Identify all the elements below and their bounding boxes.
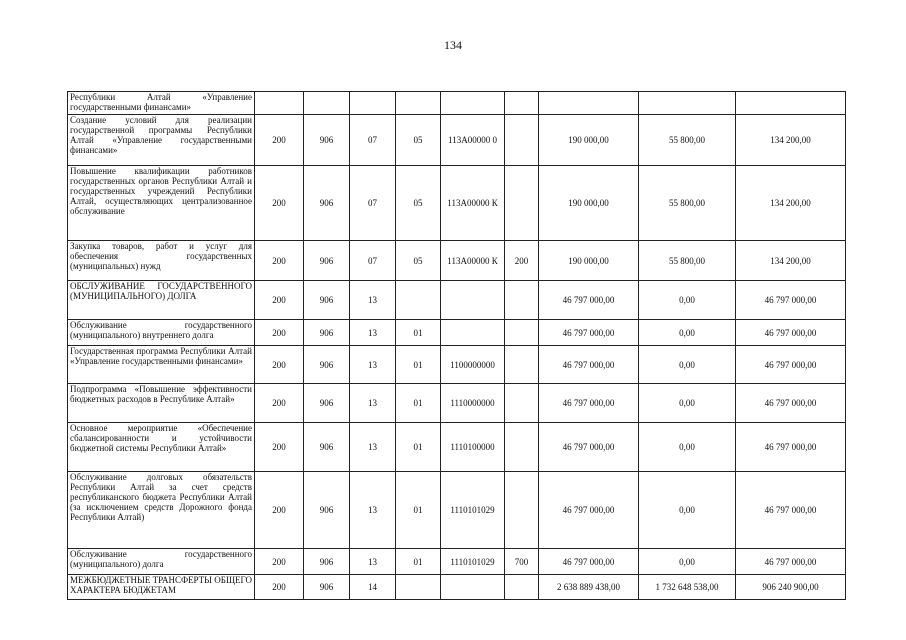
row-subsection-cell [396, 115, 441, 165]
row-type-cell [505, 384, 539, 422]
cell-text: 07 [368, 255, 377, 266]
row-code-b-cell [304, 241, 350, 280]
row-value-3-cell [736, 472, 846, 548]
row-target-cell [441, 346, 505, 383]
table-row [68, 549, 846, 575]
cell-text: 134 200,00 [770, 255, 811, 266]
row-value-3-cell [736, 115, 846, 165]
cell-text: 55 800,00 [669, 135, 705, 145]
table-row [68, 281, 846, 320]
row-section-cell [350, 281, 396, 319]
cell-text: 13 [368, 295, 377, 305]
table-row [68, 241, 846, 281]
row-value-3-cell [736, 549, 846, 574]
cell-text: 906 [319, 255, 334, 266]
table-row [68, 472, 846, 549]
cell-text: Республики Алтай «Управление государственными финансами» [70, 92, 252, 112]
cell-text: 0,00 [679, 442, 695, 452]
cell-text: 906 [319, 442, 334, 452]
row-subsection-cell [396, 320, 441, 345]
cell-text: 906 [319, 295, 334, 305]
cell-text: Основное мероприятие «Обеспечение сбалансированности и устойчивости бюджетной системы Республики Алтай» [70, 423, 252, 453]
cell-text: Повышение квалификации работников государственных органов Республики Алтай и государственных учреждений Республики Алтай, осуществляющих централизованное обслуживание [70, 166, 252, 216]
cell-text: 46 797 000,00 [562, 327, 615, 338]
cell-text: 906 [319, 398, 334, 408]
cell-text: 0,00 [679, 295, 695, 305]
row-section-cell [350, 166, 396, 240]
cell-text: 46 797 000,00 [764, 295, 817, 305]
row-type-cell [505, 92, 539, 114]
row-subsection-cell [396, 241, 441, 280]
cell-text: 01 [413, 327, 423, 338]
row-code-a-cell [255, 575, 304, 599]
row-name-cell [68, 166, 255, 240]
table-row [68, 115, 846, 166]
cell-text: 05 [413, 135, 423, 145]
cell-text: 46 797 000,00 [764, 505, 817, 515]
row-target-cell [441, 472, 505, 548]
row-value-3-cell [736, 92, 846, 114]
row-type-cell [505, 549, 539, 574]
cell-text: 906 [319, 135, 334, 145]
cell-text: 113А00000 К [447, 255, 498, 266]
row-value-3-cell [736, 423, 846, 471]
budget-table [67, 91, 846, 600]
cell-text: 906 [319, 582, 334, 592]
cell-text: 01 [413, 359, 423, 370]
row-code-b-cell [304, 92, 350, 114]
cell-text: Обслуживание государственного (муниципального) внутреннего долга [70, 320, 252, 340]
row-type-cell [505, 346, 539, 383]
cell-text: 13 [368, 442, 377, 452]
row-value-2-cell [639, 423, 736, 471]
row-value-2-cell [639, 472, 736, 548]
row-section-cell [350, 115, 396, 165]
cell-text: 0,00 [679, 505, 695, 515]
cell-text: 13 [368, 327, 377, 338]
row-name-cell [68, 92, 255, 114]
row-subsection-cell [396, 575, 441, 599]
row-type-cell [505, 166, 539, 240]
row-code-b-cell [304, 166, 350, 240]
cell-text: 01 [413, 505, 423, 515]
row-value-2-cell [639, 346, 736, 383]
row-code-b-cell [304, 575, 350, 599]
cell-text: 46 797 000,00 [764, 556, 817, 567]
row-name-cell [68, 346, 255, 383]
cell-text: 906 240 900,00 [762, 582, 819, 592]
cell-text: 13 [368, 359, 377, 370]
cell-text: 200 [272, 582, 286, 592]
cell-text: 1110101029 [450, 505, 495, 515]
row-type-cell [505, 423, 539, 471]
row-target-cell [441, 281, 505, 319]
row-type-cell [505, 281, 539, 319]
row-section-cell [350, 320, 396, 345]
cell-text: 906 [319, 359, 334, 370]
row-value-2-cell [639, 575, 736, 599]
cell-text: 200 [272, 398, 286, 408]
cell-text: МЕЖБЮДЖЕТНЫЕ ТРАНСФЕРТЫ ОБЩЕГО ХАРАКТЕРА БЮДЖЕТАМ [70, 575, 252, 595]
table-row [68, 92, 846, 115]
cell-text: 200 [514, 255, 529, 266]
row-section-cell [350, 241, 396, 280]
cell-text: 07 [368, 135, 377, 145]
cell-text: 134 200,00 [770, 135, 811, 145]
cell-text: 190 000,00 [568, 198, 609, 208]
row-value-1-cell [539, 346, 639, 383]
cell-text: 0,00 [679, 359, 695, 370]
row-code-a-cell [255, 549, 304, 574]
row-value-1-cell [539, 115, 639, 165]
cell-text: 1100000000 [450, 359, 495, 370]
cell-text: 200 [272, 505, 286, 515]
table-row [68, 320, 846, 346]
row-target-cell [441, 115, 505, 165]
cell-text: Подпрограмма «Повышение эффективности бюджетных расходов в Республике Алтай» [70, 384, 252, 404]
cell-text: 1110000000 [450, 398, 495, 408]
cell-text: 200 [272, 198, 286, 208]
row-target-cell [441, 166, 505, 240]
cell-text: 13 [368, 556, 377, 567]
cell-text: 134 200,00 [770, 198, 811, 208]
cell-text: 46 797 000,00 [562, 398, 615, 408]
cell-text: 01 [413, 442, 423, 452]
cell-text: 200 [272, 295, 286, 305]
table-row [68, 575, 846, 600]
row-value-1-cell [539, 241, 639, 280]
row-value-3-cell [736, 166, 846, 240]
cell-text: 0,00 [679, 398, 695, 408]
row-code-a-cell [255, 92, 304, 114]
row-target-cell [441, 423, 505, 471]
row-value-1-cell [539, 281, 639, 319]
row-subsection-cell [396, 384, 441, 422]
cell-text: 113А00000 К [447, 198, 498, 208]
cell-text: 46 797 000,00 [764, 359, 817, 370]
table-row [68, 346, 846, 384]
cell-text: 906 [319, 327, 334, 338]
cell-text: 190 000,00 [568, 255, 609, 266]
row-code-b-cell [304, 472, 350, 548]
row-name-cell [68, 549, 255, 574]
row-code-a-cell [255, 166, 304, 240]
cell-text: 1 732 648 538,00 [655, 582, 719, 592]
cell-text: 200 [272, 327, 286, 338]
row-code-b-cell [304, 384, 350, 422]
row-value-2-cell [639, 166, 736, 240]
cell-text: 113А00000 0 [448, 135, 497, 145]
cell-text: 46 797 000,00 [562, 556, 615, 567]
cell-text: 1110100000 [450, 442, 495, 452]
row-code-b-cell [304, 115, 350, 165]
cell-text: 46 797 000,00 [562, 442, 615, 452]
row-value-2-cell [639, 241, 736, 280]
cell-text: 906 [319, 556, 334, 567]
cell-text: 46 797 000,00 [562, 359, 615, 370]
row-value-2-cell [639, 115, 736, 165]
row-section-cell [350, 575, 396, 599]
table-row [68, 166, 846, 241]
row-name-cell [68, 575, 255, 599]
cell-text: 01 [413, 398, 423, 408]
row-subsection-cell [396, 346, 441, 383]
page-number: 134 [444, 38, 462, 52]
row-target-cell [441, 549, 505, 574]
row-subsection-cell [396, 166, 441, 240]
row-target-cell [441, 241, 505, 280]
cell-text: 05 [413, 255, 423, 266]
row-name-cell [68, 115, 255, 165]
row-value-3-cell [736, 575, 846, 599]
row-value-2-cell [639, 92, 736, 114]
row-subsection-cell [396, 549, 441, 574]
cell-text: 200 [272, 135, 286, 145]
table-row [68, 384, 846, 423]
cell-text: Создание условий для реализации государственной программы Республики Алтай «Управление государственными финансами» [70, 115, 252, 155]
row-code-a-cell [255, 115, 304, 165]
row-value-3-cell [736, 320, 846, 345]
row-value-3-cell [736, 241, 846, 280]
cell-text: 07 [368, 198, 377, 208]
row-code-b-cell [304, 423, 350, 471]
row-value-1-cell [539, 166, 639, 240]
row-target-cell [441, 320, 505, 345]
cell-text: 0,00 [679, 327, 695, 338]
row-value-1-cell [539, 472, 639, 548]
cell-text: 46 797 000,00 [764, 327, 817, 338]
row-code-a-cell [255, 384, 304, 422]
row-subsection-cell [396, 423, 441, 471]
cell-text: 46 797 000,00 [562, 505, 615, 515]
row-type-cell [505, 472, 539, 548]
row-section-cell [350, 346, 396, 383]
row-value-1-cell [539, 384, 639, 422]
row-target-cell [441, 384, 505, 422]
cell-text: Обслуживание государственного (муниципального) долга [70, 549, 252, 569]
cell-text: 01 [413, 556, 423, 567]
cell-text: 46 797 000,00 [764, 398, 817, 408]
cell-text: 05 [413, 198, 423, 208]
cell-text: 14 [368, 582, 377, 592]
row-name-cell [68, 320, 255, 345]
row-code-a-cell [255, 281, 304, 319]
cell-text: 906 [319, 505, 334, 515]
row-section-cell [350, 472, 396, 548]
row-code-b-cell [304, 346, 350, 383]
row-code-b-cell [304, 281, 350, 319]
row-name-cell [68, 423, 255, 471]
cell-text: 55 800,00 [669, 198, 705, 208]
row-code-a-cell [255, 472, 304, 548]
row-code-a-cell [255, 320, 304, 345]
row-target-cell [441, 92, 505, 114]
row-section-cell [350, 384, 396, 422]
cell-text: 200 [272, 442, 286, 452]
row-value-1-cell [539, 549, 639, 574]
row-code-a-cell [255, 423, 304, 471]
cell-text: 200 [272, 255, 286, 266]
row-value-3-cell [736, 281, 846, 319]
cell-text: 55 800,00 [669, 255, 705, 266]
cell-text: 13 [368, 505, 377, 515]
row-type-cell [505, 241, 539, 280]
cell-text: 2 638 889 438,00 [557, 582, 620, 592]
row-code-b-cell [304, 320, 350, 345]
row-code-b-cell [304, 549, 350, 574]
row-code-a-cell [255, 241, 304, 280]
row-name-cell [68, 472, 255, 548]
row-section-cell [350, 92, 396, 114]
row-name-cell [68, 281, 255, 319]
row-section-cell [350, 423, 396, 471]
row-value-2-cell [639, 549, 736, 574]
cell-text: 200 [272, 556, 286, 567]
table-row [68, 423, 846, 472]
row-section-cell [350, 549, 396, 574]
row-value-3-cell [736, 384, 846, 422]
cell-text: Закупка товаров, работ и услуг для обеспечения государственных (муниципальных) нужд [70, 241, 252, 271]
row-code-a-cell [255, 346, 304, 383]
row-value-3-cell [736, 346, 846, 383]
row-subsection-cell [396, 92, 441, 114]
cell-text: ОБСЛУЖИВАНИЕ ГОСУДАРСТВЕННОГО (МУНИЦИПАЛЬНОГО) ДОЛГА [70, 281, 252, 301]
cell-text: 190 000,00 [568, 135, 609, 145]
row-value-1-cell [539, 423, 639, 471]
row-type-cell [505, 575, 539, 599]
cell-text: Обслуживание долговых обязательств Республики Алтай за счет средств республиканского бюджета Республики Алтай (за исключением средств Дорожного фонда Республики Алтай) [70, 472, 252, 522]
row-type-cell [505, 115, 539, 165]
cell-text: 1110101029 [450, 556, 495, 567]
row-value-2-cell [639, 384, 736, 422]
cell-text: Государственная программа Республики Алтай «Управление государственными финансами» [70, 346, 252, 366]
row-value-1-cell [539, 320, 639, 345]
cell-text: 13 [368, 398, 377, 408]
cell-text: 200 [272, 359, 286, 370]
row-value-1-cell [539, 92, 639, 114]
cell-text: 906 [319, 198, 334, 208]
row-subsection-cell [396, 472, 441, 548]
cell-text: 700 [514, 556, 529, 567]
row-value-1-cell [539, 575, 639, 599]
cell-text: 46 797 000,00 [764, 442, 817, 452]
row-subsection-cell [396, 281, 441, 319]
row-name-cell [68, 384, 255, 422]
cell-text: 46 797 000,00 [562, 295, 615, 305]
row-name-cell [68, 241, 255, 280]
row-value-2-cell [639, 281, 736, 319]
cell-text: 0,00 [679, 556, 695, 567]
row-target-cell [441, 575, 505, 599]
row-type-cell [505, 320, 539, 345]
row-value-2-cell [639, 320, 736, 345]
